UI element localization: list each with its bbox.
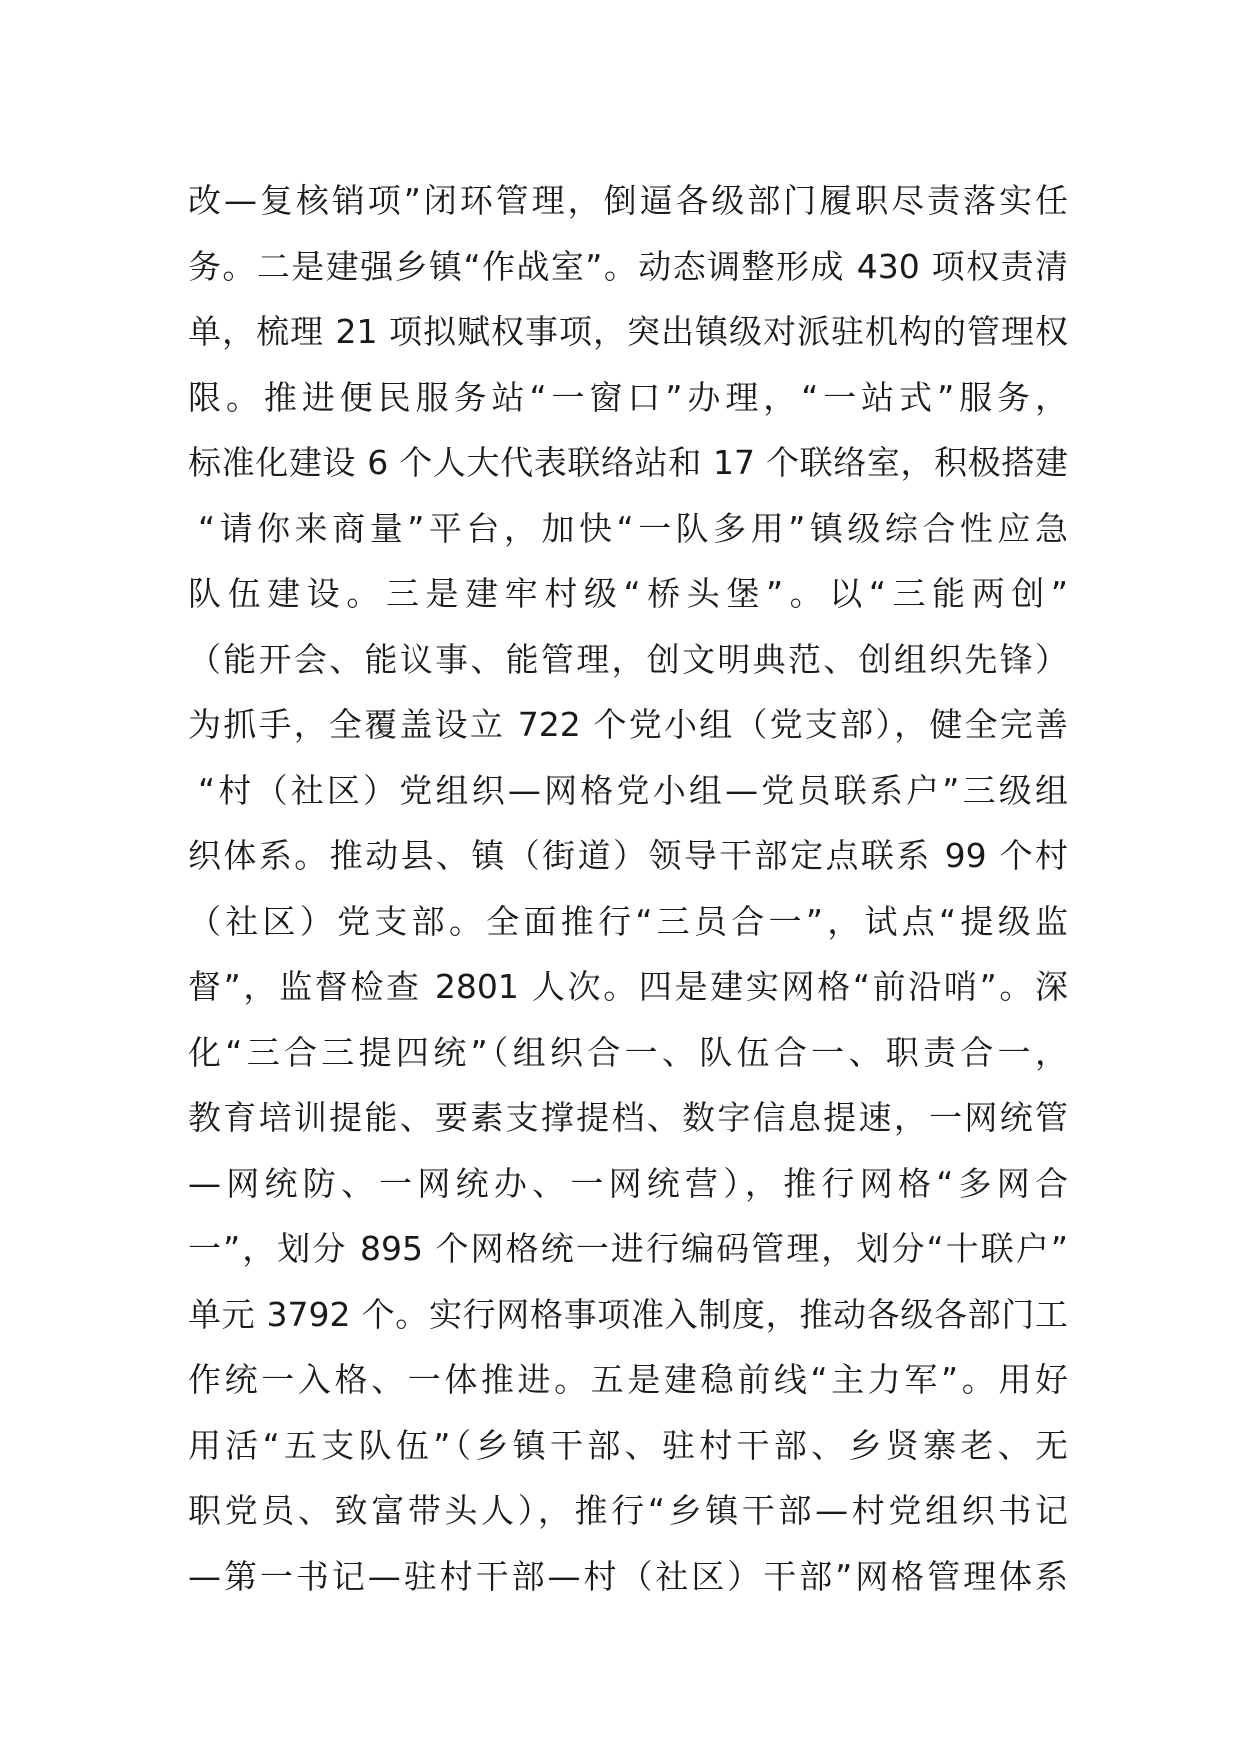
text-line: —网统防、一网统办、一网统营），推行网格“多网合 xyxy=(188,1163,1068,1203)
text-line: 教育培训提能、要素支撑提档、数字信息提速，一网统管 xyxy=(188,1098,1068,1137)
text-line: （社区）党支部。全面推行“三员合一”，试点“提级监 xyxy=(188,901,1068,941)
text-line: 督”，监督检查 2801 人次。四是建实网格“前沿哨”。深 xyxy=(188,967,1068,1006)
text-line: 为抓手，全覆盖设立 722 个党小组（党支部），健全完善 xyxy=(188,705,1068,744)
text-line: 限。推进便民服务站“一窗口”办理，“一站式”服务， xyxy=(188,377,1068,417)
text-line: —第一书记—驻村干部—村（社区）干部”网格管理体系 xyxy=(188,1556,1068,1596)
text-line: 用活“五支队伍”（乡镇干部、驻村干部、乡贤寨老、无 xyxy=(188,1425,1068,1465)
text-line: 务。二是建强乡镇“作战室”。动态调整形成 430 项权责清 xyxy=(188,246,1068,286)
text-line: “请你来商量”平台，加快“一队多用”镇级综合性应急 xyxy=(198,508,1068,548)
text-line: 单，梳理 21 项拟赋权事项，突出镇级对派驻机构的管理权 xyxy=(188,312,1068,351)
text-line: 织体系。推动县、镇（街道）领导干部定点联系 99 个村 xyxy=(188,836,1068,875)
body-paragraph xyxy=(188,168,1068,1609)
text-line: 改—复核销项”闭环管理，倒逼各级部门履职尽责落实任 xyxy=(188,181,1068,220)
text-line: 职党员、致富带头人），推行“乡镇干部—村党组织书记 xyxy=(188,1491,1068,1530)
text-line: 一”，划分 895 个网格统一进行编码管理，划分“十联户” xyxy=(188,1229,1068,1268)
text-line: “村（社区）党组织—网格党小组—党员联系户”三级组 xyxy=(198,770,1068,810)
text-line: 作统一入格、一体推进。五是建稳前线“主力军”。用好 xyxy=(188,1360,1068,1399)
text-line: （能开会、能议事、能管理，创文明典范、创组织先锋） xyxy=(188,639,1068,679)
text-line: 化“三合三提四统”（组织合一、队伍合一、职责合一， xyxy=(188,1032,1068,1072)
text-line: 标准化建设 6 个人大代表联络站和 17 个联络室，积极搭建 xyxy=(188,443,1068,482)
text-line: 队伍建设。三是建牢村级“桥头堡”。以“三能两创” xyxy=(188,574,1068,613)
text-line: 单元 3792 个。实行网格事项准入制度，推动各级各部门工 xyxy=(188,1294,1068,1334)
